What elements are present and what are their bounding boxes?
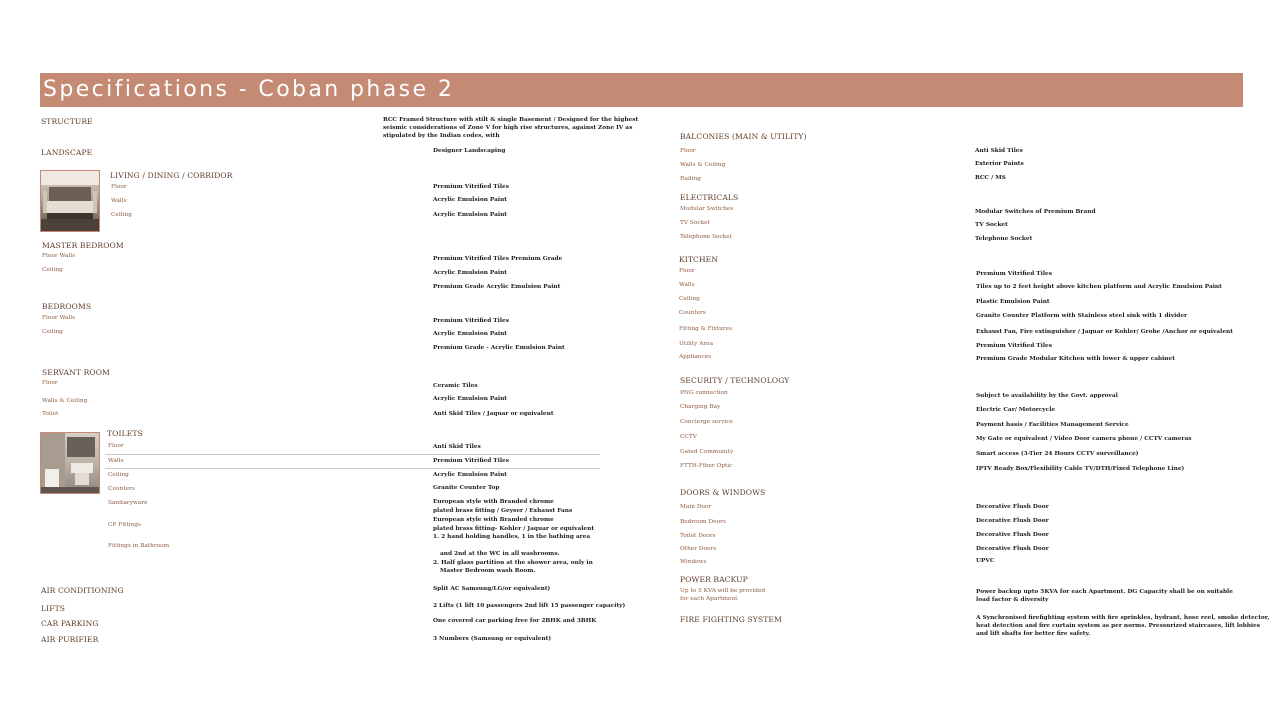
electricals-switches-label: Modular Switches — [680, 206, 734, 212]
servant-toilet-label: Toilet — [42, 411, 59, 417]
doors-other-value: Decorative Flush Door — [976, 546, 1049, 552]
toilets-walls-value: Premium Vitrified Tiles — [433, 458, 509, 464]
bedrooms-value-1: Premium Vitrified Tiles — [433, 318, 509, 324]
servant-floor-label: Floor — [42, 380, 58, 386]
bedrooms-value-2: Acrylic Emulsion Paint — [433, 331, 507, 337]
balconies-floor-label: Floor — [680, 148, 696, 154]
security-ftth-label: FTTH-Fiber Optic — [680, 463, 733, 469]
security-gated-label: Gated Community — [680, 449, 734, 455]
toilets-heading: TOILETS — [107, 429, 143, 438]
kitchen-floor-label: Floor — [679, 268, 695, 274]
kitchen-walls-label: Walls — [679, 282, 695, 288]
bedrooms-heading: BEDROOMS — [42, 302, 92, 311]
power-backup-value-1: Power backup upto 5KVA for each Apartment. DG Capacity shall be on suitable — [976, 589, 1233, 595]
lifts-value: 2 Lifts (1 lift 10 passengers 2nd lift 15 passenger capacity) — [433, 603, 626, 609]
power-backup-label-2: for each Apartment — [680, 596, 738, 602]
sanitaryware-label: Sanitaryware — [108, 500, 148, 506]
master-value-2: Acrylic Emulsion Paint — [433, 270, 507, 276]
kitchen-counters-label: Counters — [679, 310, 706, 316]
security-heading: SECURITY / TECHNOLOGY — [680, 376, 790, 385]
living-walls-label: Walls — [111, 198, 127, 204]
doors-main-label: Main Door — [680, 504, 712, 510]
living-ceiling-value: Acrylic Emulsion Paint — [433, 212, 507, 218]
doors-windows-heading: DOORS & WINDOWS — [680, 488, 766, 497]
security-charging-value: Electric Car/ Motorcycle — [976, 407, 1056, 413]
landscape-value: Designer Landscaping — [433, 148, 506, 154]
balconies-railing-label: Railing — [680, 176, 701, 182]
page-title: Specifications - Coban phase 2 — [43, 77, 455, 102]
doors-toilet-value: Decorative Flush Door — [976, 532, 1049, 538]
fire-fighting-value-2: heat detection and fire curtain system as per norms. Pressurized staircases, lift lobbies — [976, 623, 1261, 629]
security-concierge-value: Payment basis / Facilities Management Service — [976, 422, 1129, 428]
bathroom-fittings-value-2: and 2nd at the WC in all washrooms. — [440, 551, 560, 557]
bedrooms-ceiling-label: Ceiling — [42, 329, 63, 335]
bathroom-image — [41, 433, 99, 493]
title-banner — [40, 73, 1243, 107]
bathroom-fittings-label: Fittings in Bathroom — [108, 543, 170, 549]
toilets-row-divider — [105, 454, 600, 455]
electricals-telephone-value: Telephone Socket — [975, 236, 1033, 242]
bedrooms-floor-walls-label: Floor Walls — [42, 315, 76, 321]
kitchen-counters-value: Granite Counter Platform with Stainless steel sink with 1 divider — [976, 313, 1188, 319]
bedroom-image — [41, 171, 99, 231]
toilets-counters-value: Granite Counter Top — [433, 485, 500, 491]
structure-value-line-3: stipulated by the Indian codes, with — [383, 133, 500, 139]
kitchen-walls-value: Tiles up to 2 feet height above kitchen platform and Acrylic Emulsion Paint — [976, 284, 1222, 290]
electricals-tv-label: TV Socket — [680, 220, 710, 226]
kitchen-appliances-value: Premium Grade Modular Kitchen with lower & upper cabinet — [976, 356, 1175, 362]
electricals-heading: ELECTRICALS — [680, 193, 739, 202]
master-bedroom-heading: MASTER BEDROOM — [42, 241, 124, 250]
electricals-switches-value: Modular Switches of Premium Brand — [975, 209, 1096, 215]
servant-walls-value: Acrylic Emulsion Paint — [433, 396, 507, 402]
toilets-counters-label: Counters — [108, 486, 135, 492]
bedrooms-value-3: Premium Grade - Acrylic Emulsion Paint — [433, 345, 565, 351]
kitchen-floor-value: Premium Vitrified Tiles — [976, 271, 1052, 277]
doors-other-label: Other Doors — [680, 546, 717, 552]
servant-walls-label: Walls & Ceiling — [42, 398, 88, 404]
bathroom-fittings-value-4: Master Bedroom wash Room. — [440, 568, 536, 574]
security-cctv-label: CCTV — [680, 434, 697, 440]
doors-bedroom-value: Decorative Flush Door — [976, 518, 1049, 524]
kitchen-ceiling-value: Plastic Emulsion Paint — [976, 299, 1050, 305]
power-backup-label-1: Up to 5 KVA will be provided — [680, 588, 766, 594]
fire-fighting-value-3: and lift shafts for better fire safety. — [976, 631, 1091, 637]
cp-fittings-value-2: plated brass fitting- Kohler / Jaquar or equivalent — [433, 526, 595, 532]
servant-floor-value: Ceramic Tiles — [433, 383, 478, 389]
master-ceiling-label: Ceiling — [42, 267, 63, 273]
servant-toilet-value: Anti Skid Tiles / Jaquar or equivalent — [433, 411, 554, 417]
doors-main-value: Decorative Flush Door — [976, 504, 1049, 510]
toilets-ceiling-label: Ceiling — [108, 472, 129, 478]
toilets-floor-value: Anti Skid Tiles — [433, 444, 481, 450]
doors-toilet-label: Toilet Doors — [680, 533, 716, 539]
toilets-floor-label: Floor — [108, 443, 124, 449]
living-heading: LIVING / DINING / CORRIDOR — [110, 171, 233, 180]
security-concierge-label: Concierge service — [680, 419, 733, 425]
master-value-3: Premium Grade Acrylic Emulsion Paint — [433, 284, 561, 290]
master-value-1: Premium Vitrified Tiles Premium Grade — [433, 256, 563, 262]
doors-windows-label: Windows — [680, 559, 707, 565]
toilets-walls-label: Walls — [108, 458, 124, 464]
master-floor-walls-label: Floor Walls — [42, 253, 76, 259]
car-parking-heading: CAR PARKING — [41, 619, 99, 628]
bathroom-fittings-value-3: 2. Half glass partition at the shower area, only in — [433, 560, 593, 566]
lifts-heading: LIFTS — [41, 604, 66, 613]
living-room-photo — [40, 170, 100, 232]
security-png-label: PNG connection — [680, 390, 728, 396]
power-backup-value-2: load factor & diversity — [976, 597, 1049, 603]
security-gated-value: Smart access (3-Tier 24 Hours CCTV surveillance) — [976, 451, 1139, 457]
cp-fittings-value-1: European style with Branded chrome — [433, 517, 554, 523]
living-floor-label: Floor — [111, 184, 127, 190]
toilet-photo — [40, 432, 100, 494]
kitchen-utility-value: Premium Vitrified Tiles — [976, 343, 1052, 349]
structure-heading: STRUCTURE — [41, 117, 93, 126]
sanitaryware-value-1: European style with Branded chrome — [433, 499, 554, 505]
living-ceiling-label: Ceiling — [111, 212, 132, 218]
kitchen-fittings-label: Fitting & Fixtures — [679, 326, 733, 332]
structure-value-line-1: RCC Framed Structure with stilt & single Basement / Designed for the highest — [383, 117, 639, 123]
air-purifier-heading: AIR PURIFIER — [41, 635, 99, 644]
electricals-telephone-label: Telephone Socket — [680, 234, 733, 240]
kitchen-fittings-value: Exhaust Fan, Fire extinguisher / Jaquar or Kohler/ Grohe /Anchor or equivalent — [976, 329, 1233, 335]
balconies-floor-value: Anti Skid Tiles — [975, 148, 1023, 154]
toilets-row-divider — [105, 468, 600, 469]
power-backup-heading: POWER BACKUP — [680, 575, 748, 584]
servant-room-heading: SERVANT ROOM — [42, 368, 110, 377]
air-conditioning-heading: AIR CONDITIONING — [41, 586, 124, 595]
structure-value-line-2: seismic considerations of Zone V for high rise structures, against Zone IV as — [383, 125, 633, 131]
kitchen-appliances-label: Appliances — [679, 354, 712, 360]
security-cctv-value: My Gate or equivalent / Video Door camera phone / CCTV cameras — [976, 436, 1192, 442]
car-parking-value: One covered car parking free for 2BHK and 3BHK — [433, 618, 597, 624]
living-floor-value: Premium Vitrified Tiles — [433, 184, 509, 190]
doors-bedroom-label: Bedroom Doors — [680, 519, 726, 525]
air-conditioning-value: Split AC Samsung/LG/or equivalent) — [433, 586, 551, 592]
air-purifier-value: 3 Numbers (Samsung or equivalent) — [433, 636, 552, 642]
security-png-value: Subject to availability by the Govt. approval — [976, 393, 1118, 399]
sanitaryware-value-2: plated brass fitting / Geyser / Exhaust Fans — [433, 508, 573, 514]
balconies-railing-value: RCC / MS — [975, 175, 1006, 181]
kitchen-heading: KITCHEN — [679, 255, 719, 264]
balconies-walls-label: Walls & Ceiling — [680, 162, 726, 168]
kitchen-utility-label: Utility Area — [679, 341, 714, 347]
living-walls-value: Acrylic Emulsion Paint — [433, 197, 507, 203]
electricals-tv-value: TV Socket — [975, 222, 1008, 228]
toilets-ceiling-value: Acrylic Emulsion Paint — [433, 472, 507, 478]
bathroom-fittings-value-1: 1. 2 hand holding handles, 1 in the bathing area — [433, 534, 591, 540]
security-ftth-value: IPTV Ready Box/Flexibility Cable TV/DTH/Fixed Telephone Line) — [976, 466, 1185, 472]
security-charging-label: Charging Bay — [680, 404, 721, 410]
landscape-heading: LANDSCAPE — [41, 148, 93, 157]
balconies-walls-value: Exterior Paints — [975, 161, 1024, 167]
kitchen-ceiling-label: Ceiling — [679, 296, 700, 302]
cp-fittings-label: CP Fittings — [108, 522, 141, 528]
balconies-heading: BALCONIES (MAIN & UTILITY) — [680, 132, 807, 141]
fire-fighting-value-1: A Synchronised firefighting system with fire sprinkles, hydrant, hose reel, smoke detector, — [976, 615, 1270, 621]
fire-fighting-heading: FIRE FIGHTING SYSTEM — [680, 615, 782, 624]
doors-windows-value: UPVC — [976, 558, 995, 564]
